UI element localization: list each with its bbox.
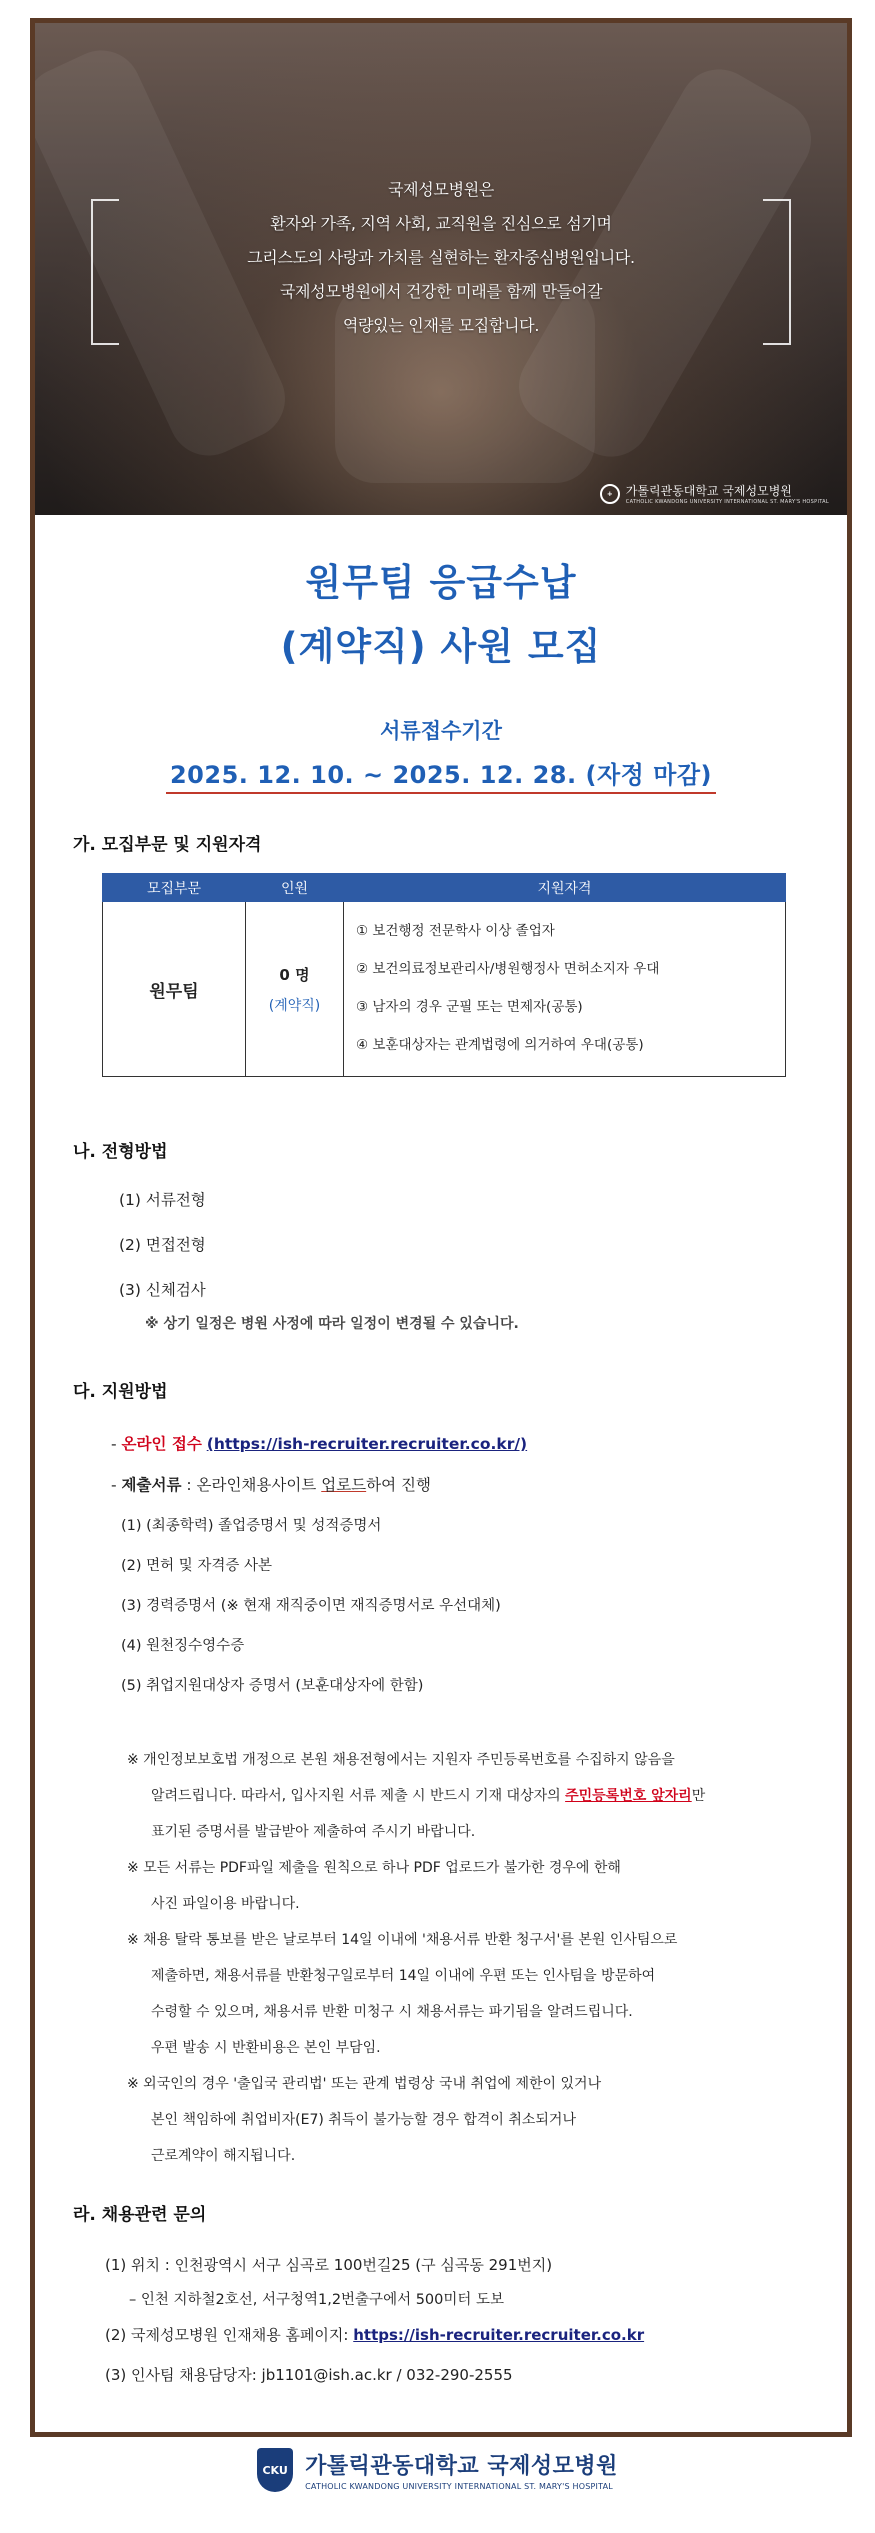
doc-item: (4) 원천징수영수증 [121, 1638, 245, 1654]
doc-item: (2) 면허 및 자격증 사본 [121, 1558, 273, 1574]
notice-line: 근로계약이 해지됩니다. [151, 2148, 296, 2164]
selection-steps [119, 1178, 847, 1313]
docs-text-upload: 업로드 [321, 1476, 367, 1494]
homepage-link[interactable]: https://ish-recruiter.recruiter.co.kr [353, 2326, 645, 2344]
online-apply-row [111, 1424, 847, 1465]
hero-logo [600, 482, 829, 505]
hero-line: 국제성모병원은 [387, 180, 495, 199]
step-item: (3) 신체검사 [119, 1281, 206, 1299]
hero-line: 역량있는 인재를 모집합니다. [342, 316, 540, 335]
hero-message [35, 173, 847, 343]
docs-text-2: 하여 진행 [366, 1476, 431, 1494]
notice-line: 표기된 증명서를 발급받아 제출하여 주시기 바랍니다. [151, 1824, 476, 1840]
notice-text: 만 [691, 1788, 706, 1804]
dept-cell: 원무팀 [103, 902, 246, 1077]
contact-info [105, 2245, 847, 2395]
title-line-2: (계약직) 사원 모집 [280, 625, 602, 668]
title-line-1: 원무팀 응급수납 [305, 561, 577, 604]
period-date: 2025. 12. 10. ~ 2025. 12. 28. (자정 마감) [166, 755, 716, 794]
section-heading-c: 다. 지원방법 [73, 1382, 168, 1402]
table-header: 인원 [246, 874, 344, 902]
poster-frame [30, 18, 852, 2437]
step-item: (2) 면접전형 [119, 1236, 206, 1254]
notice-line: 수령할 수 있으며, 채용서류 반환 미청구 시 채용서류는 파기됨을 알려드립니다. [151, 2004, 633, 2020]
rrn-highlight: 주민등록번호 앞자리 [565, 1788, 692, 1804]
notice-line: 우편 발송 시 반환비용은 본인 부담임. [151, 2040, 381, 2056]
qual-item: ③ 남자의 경우 군필 또는 면제자(공통) [356, 999, 583, 1015]
hero-logo-sub: CATHOLIC KWANDONG UNIVERSITY INTERNATIONAL ST. MARY'S HOSPITAL [625, 499, 829, 505]
section-heading-a: 가. 모집부문 및 지원자격 [73, 835, 262, 855]
table-header: 모집부문 [103, 874, 246, 902]
contact-line: (3) 인사팀 채용담당자: jb1101@ish.ac.kr / 032-290-2555 [105, 2366, 513, 2384]
university-emblem-icon: CKU [257, 2448, 293, 2492]
doc-item: (3) 경력증명서 (※ 현재 재직중이면 재직증명서로 우선대체) [121, 1598, 501, 1614]
step-item: (1) 서류전형 [119, 1191, 206, 1209]
recruit-table [102, 873, 786, 1077]
table-header: 지원자격 [344, 874, 786, 902]
notice-line: 본인 책임하에 취업비자(E7) 취득이 불가능할 경우 합격이 취소되거나 [151, 2112, 576, 2128]
footer-logo [0, 2448, 875, 2492]
section-heading-d: 라. 채용관련 문의 [73, 2205, 207, 2225]
doc-item: (5) 취업지원대상자 증명서 (보훈대상자에 한함) [121, 1678, 424, 1694]
quals-cell [344, 902, 786, 1077]
footer-names [305, 2449, 618, 2491]
docs-row [111, 1465, 847, 1506]
apply-method [111, 1424, 847, 1706]
hero-line: 그리스도의 사랑과 가치를 실현하는 환자중심병원입니다. [247, 248, 635, 267]
location-line: (1) 위치 : 인천광역시 서구 심곡로 100번길25 (구 심곡동 291번지) [105, 2256, 553, 2274]
hero-line: 환자와 가족, 지역 사회, 교직원을 진심으로 섬기며 [270, 214, 612, 233]
footer-name-en: CATHOLIC KWANDONG UNIVERSITY INTERNATIONAL ST. MARY'S HOSPITAL [305, 2482, 613, 2491]
transit-line: – 인천 지하철2호선, 서구청역1,2번출구에서 500미터 도보 [129, 2292, 505, 2308]
hero-logo-text: 가톨릭관동대학교 국제성모병원 [625, 484, 792, 498]
qual-item: ④ 보훈대상자는 관계법령에 의거하여 우대(공통) [356, 1037, 644, 1053]
count-value: 0 명 [279, 965, 310, 984]
doc-item: (1) (최종학력) 졸업증명서 및 성적증명서 [121, 1518, 382, 1534]
schedule-note: ※ 상기 일정은 병원 사정에 따라 일정이 변경될 수 있습니다. [145, 1316, 519, 1332]
contract-label: (계약직) [268, 997, 321, 1014]
footer-name-ko: 가톨릭관동대학교 국제성모병원 [305, 2454, 618, 2479]
dash: - [111, 1435, 122, 1453]
notice-line: 제출하면, 채용서류를 반환청구일로부터 14일 이내에 우편 또는 인사팀을 방문하여 [151, 1968, 656, 1984]
period-label: 서류접수기간 [380, 719, 502, 743]
notice-line [127, 1778, 827, 1814]
notice-line: ※ 모든 서류는 PDF파일 제출을 원칙으로 하나 PDF 업로드가 불가한 경우에 한해 [127, 1860, 621, 1876]
dash: - [111, 1476, 122, 1494]
online-apply-label: 온라인 접수 [121, 1435, 202, 1453]
qual-item: ① 보건행정 전문학사 이상 졸업자 [356, 923, 555, 939]
docs-label: 제출서류 [121, 1476, 182, 1494]
page-title [35, 515, 847, 679]
notice-text: 알려드립니다. 따라서, 입사지원 서류 제출 시 반드시 기재 대상자의 [151, 1788, 566, 1804]
hospital-emblem-icon: + [600, 484, 620, 504]
hero-line: 국제성모병원에서 건강한 미래를 함께 만들어갈 [279, 282, 603, 301]
notice-line: 사진 파일이용 바랍니다. [151, 1896, 300, 1912]
section-heading-b: 나. 전형방법 [73, 1142, 168, 1162]
homepage-line [105, 2315, 847, 2355]
docs-text-1: : 온라인채용사이트 [181, 1476, 322, 1494]
notice-line: ※ 채용 탈락 통보를 받은 날로부터 14일 이내에 '채용서류 반환 청구서'를 본원 인사팀으로 [127, 1932, 678, 1948]
notice-line: ※ 외국인의 경우 '출입국 관리법' 또는 관계 법령상 국내 취업에 제한이 있거나 [127, 2076, 602, 2092]
hero-banner [35, 23, 847, 515]
recruit-site-link[interactable]: (https://ish-recruiter.recruiter.co.kr/) [206, 1435, 528, 1453]
count-cell [246, 902, 344, 1077]
qual-item: ② 보건의료정보관리사/병원행정사 면허소지자 우대 [356, 961, 660, 977]
homepage-label: (2) 국제성모병원 인재채용 홈페이지: [105, 2326, 354, 2344]
notices [127, 1742, 827, 2174]
notice-line: ※ 개인정보보호법 개정으로 본원 채용전형에서는 지원자 주민등록번호를 수집하지 않음을 [127, 1752, 675, 1768]
